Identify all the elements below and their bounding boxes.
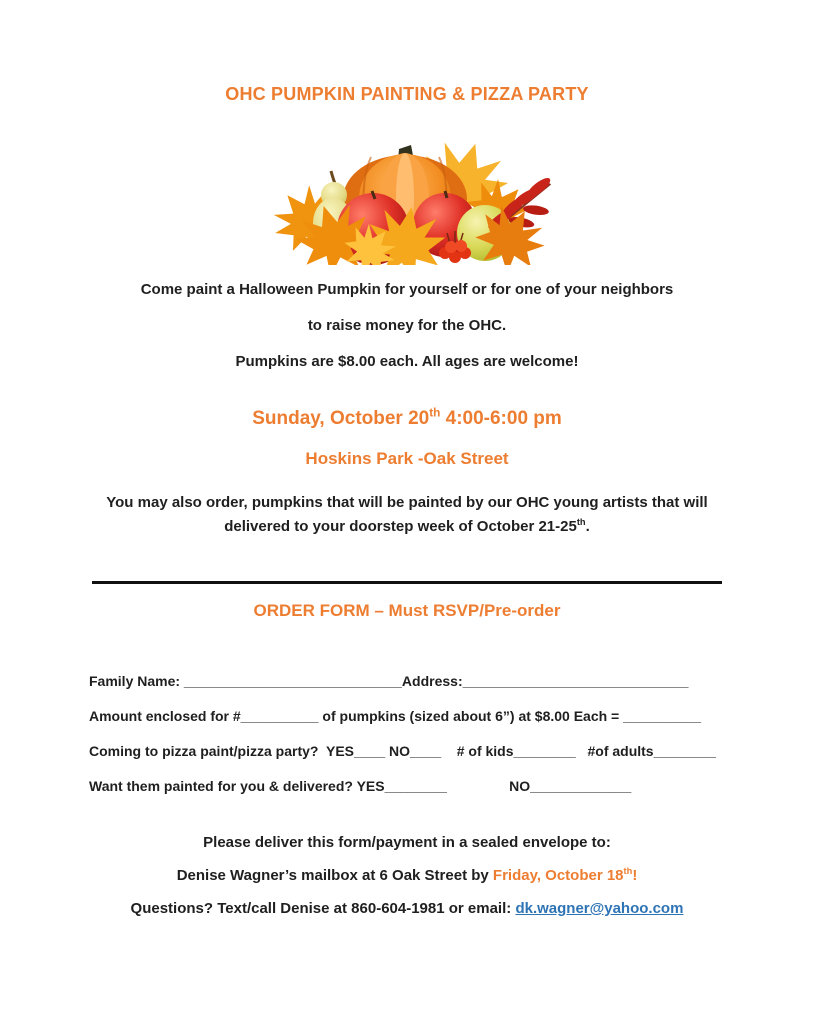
footer-section xyxy=(0,834,814,917)
footer-deadline-date: Friday, October 18 xyxy=(492,867,624,884)
order-note-ordinal: th xyxy=(576,517,586,527)
intro-line-1: Come paint a Halloween Pumpkin for yourself or for one of your neighbors xyxy=(140,281,674,298)
footer-mailbox-text: Denise Wagner’s mailbox at 6 Oak Street by xyxy=(176,867,493,884)
section-divider xyxy=(92,581,722,584)
intro-section xyxy=(0,281,814,370)
form-line-amount: Amount enclosed for #__________ of pumpkins (sized about 6”) at $8.00 Each = __________ xyxy=(89,708,701,724)
footer-deadline-exclamation: ! xyxy=(632,867,638,884)
event-date-text: Sunday, October 20 xyxy=(252,408,430,429)
footer-questions-line xyxy=(0,900,814,917)
order-form-heading: ORDER FORM – Must RSVP/Pre-order xyxy=(253,601,561,620)
footer-mailbox-line xyxy=(0,867,814,884)
email-link[interactable]: dk.wagner@yahoo.com xyxy=(515,900,684,917)
form-line-family-name: Family Name: ____________________________Address:_____________________________ xyxy=(89,673,689,689)
page-title: OHC PUMPKIN PAINTING & PIZZA PARTY xyxy=(225,84,589,104)
harvest-illustration xyxy=(0,113,814,265)
intro-line-3: Pumpkins are $8.00 each. All ages are welcome! xyxy=(235,353,579,370)
order-note-period: . xyxy=(585,518,590,535)
event-time-text: 4:00-6:00 pm xyxy=(440,408,562,429)
order-note xyxy=(85,491,730,539)
order-form-section xyxy=(89,673,725,794)
footer-deliver-line: Please deliver this form/payment in a sealed envelope to: xyxy=(203,834,611,851)
footer-questions-text: Questions? Text/call Denise at 860-604-1981 or email: xyxy=(130,900,516,917)
footer-deadline-ordinal: th xyxy=(623,866,633,876)
autumn-harvest-icon xyxy=(257,113,557,265)
event-date xyxy=(0,408,814,430)
intro-line-2: to raise money for the OHC. xyxy=(307,317,507,334)
form-line-delivery: Want them painted for you & delivered? YES________ NO_____________ xyxy=(89,778,632,794)
event-date-ordinal: th xyxy=(429,406,441,420)
event-location: Hoskins Park -Oak Street xyxy=(305,449,509,468)
order-note-text: You may also order, pumpkins that will be painted by our OHC young artists that will delivered to your doorstep week of October 21-25 xyxy=(106,494,708,535)
footer-deadline-text xyxy=(493,867,637,884)
form-line-party: Coming to pizza paint/pizza party? YES____ NO____ # of kids________ #of adults________ xyxy=(89,743,716,759)
